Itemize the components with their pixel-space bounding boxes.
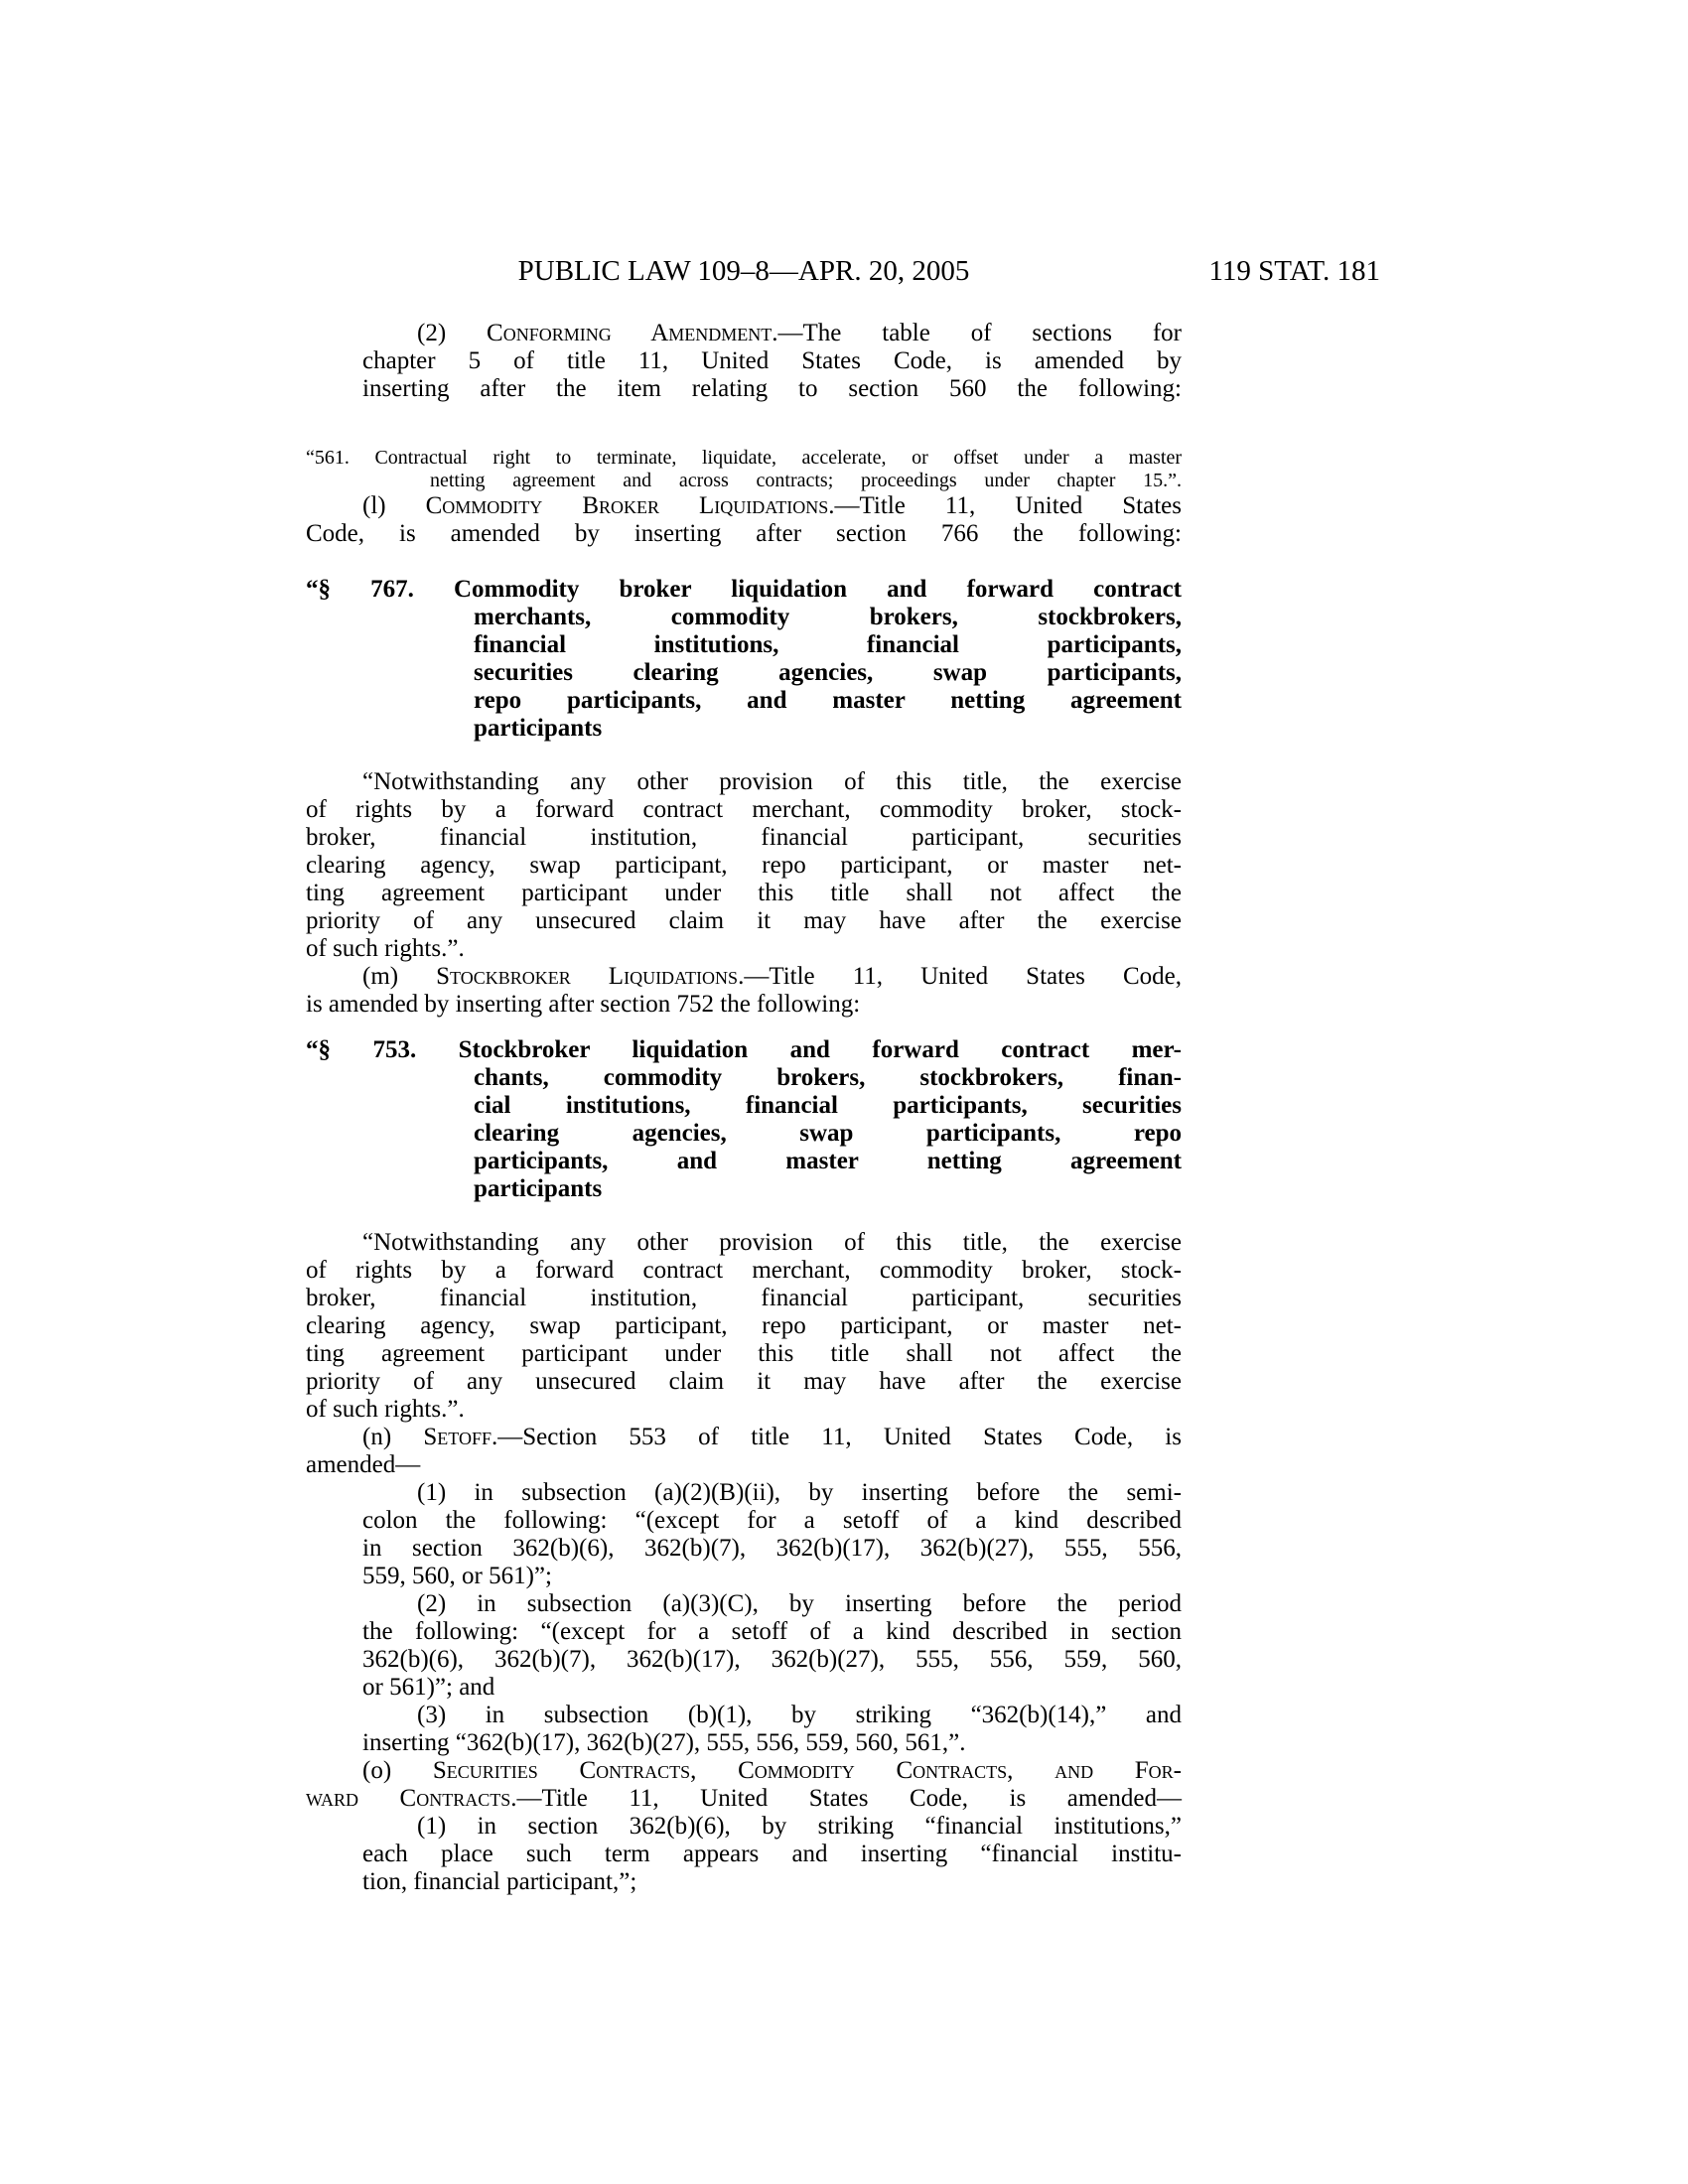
text-line: chapter 5 of title 11, United States Code, is amended by (362, 347, 1182, 374)
text-line: “561. Contractual right to terminate, liquidate, accelerate, or offset under a master (306, 447, 1182, 469)
text-line: is amended by inserting after section 752 the following: (306, 991, 861, 1018)
text-line: “Notwithstanding any other provision of this title, the exercise (362, 768, 1182, 795)
text-line: or 561)”; and (362, 1674, 495, 1701)
text-line: of such rights.”. (306, 935, 465, 962)
text-line: repo participants, and master netting agreement (474, 687, 1182, 714)
text-segment: (l) (362, 492, 426, 519)
text-line: of such rights.”. (306, 1396, 465, 1423)
text-line: participants (474, 1175, 603, 1202)
paragraph-2-conforming-amendment (362, 320, 1182, 403)
text-line: “Notwithstanding any other provision of this title, the exercise (362, 1229, 1182, 1256)
text-line: (1) in section 362(b)(6), by striking “financial institutions,” (417, 1813, 1182, 1840)
text-line: tion, financial participant,”; (362, 1868, 637, 1895)
text-line (306, 492, 1182, 520)
text-line: chants, commodity brokers, stockbrokers, finan- (474, 1064, 1182, 1091)
section-heading-753 (306, 1036, 1182, 1203)
text-line (306, 1757, 1182, 1785)
text-line: the following: “(except for a setoff of a kind described in section (362, 1618, 1182, 1645)
small-caps-text: Setoff (423, 1424, 492, 1450)
clause-n-1 (362, 1479, 1182, 1590)
text-line: Code, is amended by inserting after section 766 the following: (306, 520, 1182, 547)
text-line: merchants, commodity brokers, stockbrokers, (474, 604, 1182, 630)
text-line: broker, financial institution, financial participant, securities (306, 824, 1182, 851)
text-segment: (n) (362, 1424, 424, 1450)
text-line: of rights by a forward contract merchant, commodity broker, stock- (306, 796, 1182, 823)
paragraph-notwithstanding-767 (306, 768, 1182, 963)
text-line: participants (474, 715, 603, 742)
text-segment: .—Title 11, United States (828, 492, 1182, 519)
text-line (306, 963, 1182, 991)
text-line: “§ 753. Stockbroker liquidation and forward contract mer- (306, 1036, 1182, 1063)
subsection-n-setoff (306, 1424, 1182, 1479)
text-line: 559, 560, or 561)”; (362, 1563, 552, 1589)
section-heading-767 (306, 576, 1182, 743)
text-line: clearing agency, swap participant, repo participant, or master net- (306, 852, 1182, 879)
text-line: inserting after the item relating to section 560 the following: (362, 375, 1182, 402)
toc-entry-561 (306, 447, 1182, 492)
text-line: 362(b)(6), 362(b)(7), 362(b)(17), 362(b)(27), 555, 556, 559, 560, (362, 1646, 1182, 1673)
text-segment: .—Title 11, United States Code, (738, 963, 1182, 990)
text-segment: (o) (362, 1757, 433, 1784)
text-line: participants, and master netting agreement (474, 1148, 1182, 1174)
clause-n-3 (362, 1702, 1182, 1757)
running-title: PUBLIC LAW 109–8—APR. 20, 2005 (517, 255, 970, 287)
text-line: securities clearing agencies, swap participants, (474, 659, 1182, 686)
text-line: in section 362(b)(6), 362(b)(7), 362(b)(17), 362(b)(27), 555, 556, (362, 1535, 1182, 1562)
text-line: clearing agency, swap participant, repo participant, or master net- (306, 1312, 1182, 1339)
text-line: priority of any unsecured claim it may have after the exercise (306, 907, 1182, 934)
text-segment: .—Section 553 of title 11, United States Code, is (491, 1424, 1182, 1450)
text-line: inserting “362(b)(17), 362(b)(27), 555, 556, 559, 560, 561,”. (362, 1729, 966, 1756)
subsection-o-securities-contracts (306, 1757, 1182, 1813)
subsection-m-stockbroker-liquidations (306, 963, 1182, 1019)
text-line: each place such term appears and inserting “financial institu- (362, 1841, 1182, 1867)
text-line: cial institutions, financial participants, securities (474, 1092, 1182, 1119)
text-line: colon the following: “(except for a setoff of a kind described (362, 1507, 1182, 1534)
clause-o-1 (362, 1813, 1182, 1896)
small-caps-text: Stockbroker Liquidations (436, 963, 739, 990)
text-segment: .—The table of sections for (772, 320, 1182, 346)
text-line: broker, financial institution, financial participant, securities (306, 1285, 1182, 1311)
small-caps-text: ward Contracts (306, 1785, 511, 1812)
text-line: “§ 767. Commodity broker liquidation and forward contract (306, 576, 1182, 603)
clause-n-2 (362, 1590, 1182, 1702)
text-line: financial institutions, financial participants, (474, 631, 1182, 658)
paragraph-notwithstanding-753 (306, 1229, 1182, 1424)
subsection-l-commodity-broker-liquidations (306, 492, 1182, 548)
text-segment: (2) (417, 320, 488, 346)
text-segment: (m) (362, 963, 437, 990)
text-line: ting agreement participant under this title shall not affect the (306, 880, 1182, 906)
text-line: (1) in subsection (a)(2)(B)(ii), by inserting before the semi- (417, 1479, 1182, 1506)
text-line (306, 1785, 1182, 1813)
text-line (362, 320, 1182, 347)
text-segment: .—Title 11, United States Code, is amended— (510, 1785, 1182, 1812)
text-line: amended— (306, 1451, 421, 1478)
page-header (306, 254, 1380, 290)
text-line: (2) in subsection (a)(3)(C), by inserting before the period (417, 1590, 1182, 1617)
stat-page-number: 119 STAT. 181 (1208, 255, 1380, 287)
small-caps-text: Conforming Amendment (487, 320, 773, 346)
small-caps-text: Securities Contracts, Commodity Contracts, and For- (432, 1757, 1183, 1784)
text-line: of rights by a forward contract merchant, commodity broker, stock- (306, 1257, 1182, 1284)
text-line: (3) in subsection (b)(1), by striking “362(b)(14),” and (417, 1702, 1182, 1728)
text-line: clearing agencies, swap participants, repo (474, 1120, 1182, 1147)
doc-body (306, 320, 1182, 1896)
text-line (306, 1424, 1182, 1451)
text-line: priority of any unsecured claim it may have after the exercise (306, 1368, 1182, 1395)
text-line: netting agreement and across contracts; proceedings under chapter 15.”. (430, 470, 1182, 491)
small-caps-text: Commodity Broker Liquidations (425, 492, 829, 519)
text-line: ting agreement participant under this title shall not affect the (306, 1340, 1182, 1367)
